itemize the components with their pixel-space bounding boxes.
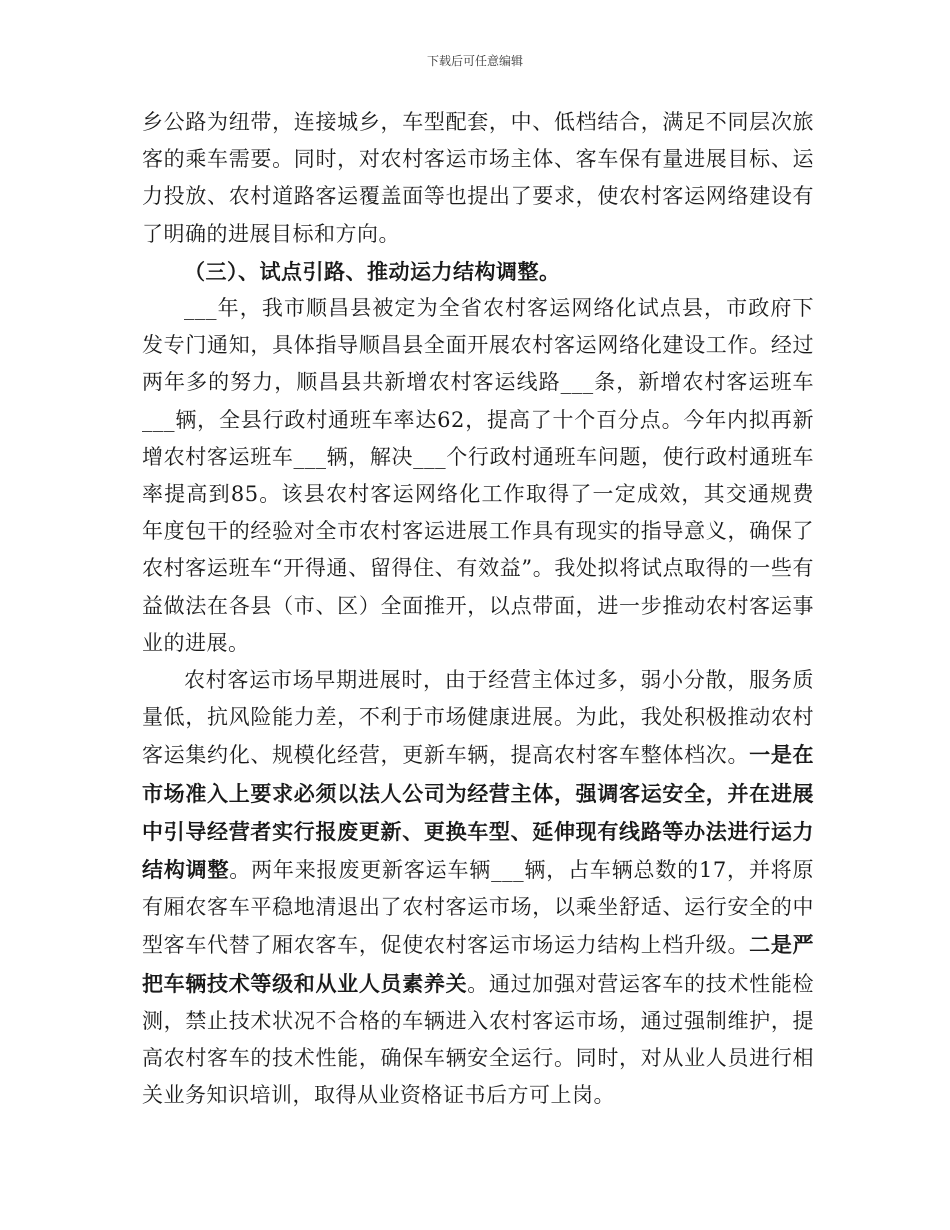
paragraph-intro-text: 农村客运市场早期进展时，由于经营主体过多，弱小分散，服务质量低，抗风险能力差，不利于市场健康进展。为此，我处积极推动农村客运集约化、规模化经营，更新车辆，提高农村客车整体档次。 [142, 668, 814, 768]
bold-point-two: 二是严把车辆技术等级和从业人员素养关 [142, 932, 815, 996]
paragraph-pilot-county: ___年，我市顺昌县被定为全省农村客运网络化试点县，市政府下发专门通知，具体指导顺昌县全面开展农村客运网络化建设工作。经过两年多的努力，顺昌县共新增农村客运线路___条，新增农村客运班车___辆，全县行政村通班车率达62，提高了十个百分点。今年内拟再新增农村客运班车___辆，解决___个行政村通班车问题，使行政村通班车率提高到85。该县农村客运网络化工作取得了一定成效，其交通规费年度包干的经验对全市农村客运进展工作具有现实的指导意义，确保了农村客运班车“开得通、留得住、有效益”。我处拟将试点取得的一些有益做法在各县（市、区）全面推开，以点带面，进一步推动农村客运事业的进展。 [142, 296, 814, 655]
section-heading: （三）、试点引路、推动运力结构调整。 [184, 258, 561, 284]
paragraph-continuation: 乡公路为纽带，连接城乡，车型配套，中、低档结合，满足不同层次旅客的乘车需要。同时，对农村客运市场主体、客车保有量进展目标、运力投放、农村道路客运覆盖面等也提出了要求，使农村客运网络建设有了明确的进展目标和方向。 [142, 110, 814, 246]
bold-point-one: 一是在市场准入上要求必须以法人公司为经营主体，强调客运安全，并在进展中引导经营者实行报废更新、更换车型、延伸现有线路等办法进行运力结构调整 [142, 742, 815, 883]
paragraph-end-text: 。通过加强对营运客车的技术性能检测，禁止技术状况不合格的车辆进入农村客运市场，通过强制维护，提高农村客车的技术性能，确保车辆安全运行。同时，对从业人员进行相关业务知识培训，取得从业资格证书后方可上岗。 [142, 971, 814, 1108]
paragraph-market-structure [142, 662, 814, 1114]
page-header: 下载后可任意编辑 [426, 54, 523, 68]
paragraph-middle-text: 。两年来报废更新客运车辆___辆，占车辆总数的17，并将原有厢农客车平稳地清退出了农村客运市场，以乘坐舒适、运行安全的中型客车代替了厢农客车，促使农村客运市场运力结构上档升级。 [142, 858, 814, 958]
document-body [142, 104, 814, 1114]
